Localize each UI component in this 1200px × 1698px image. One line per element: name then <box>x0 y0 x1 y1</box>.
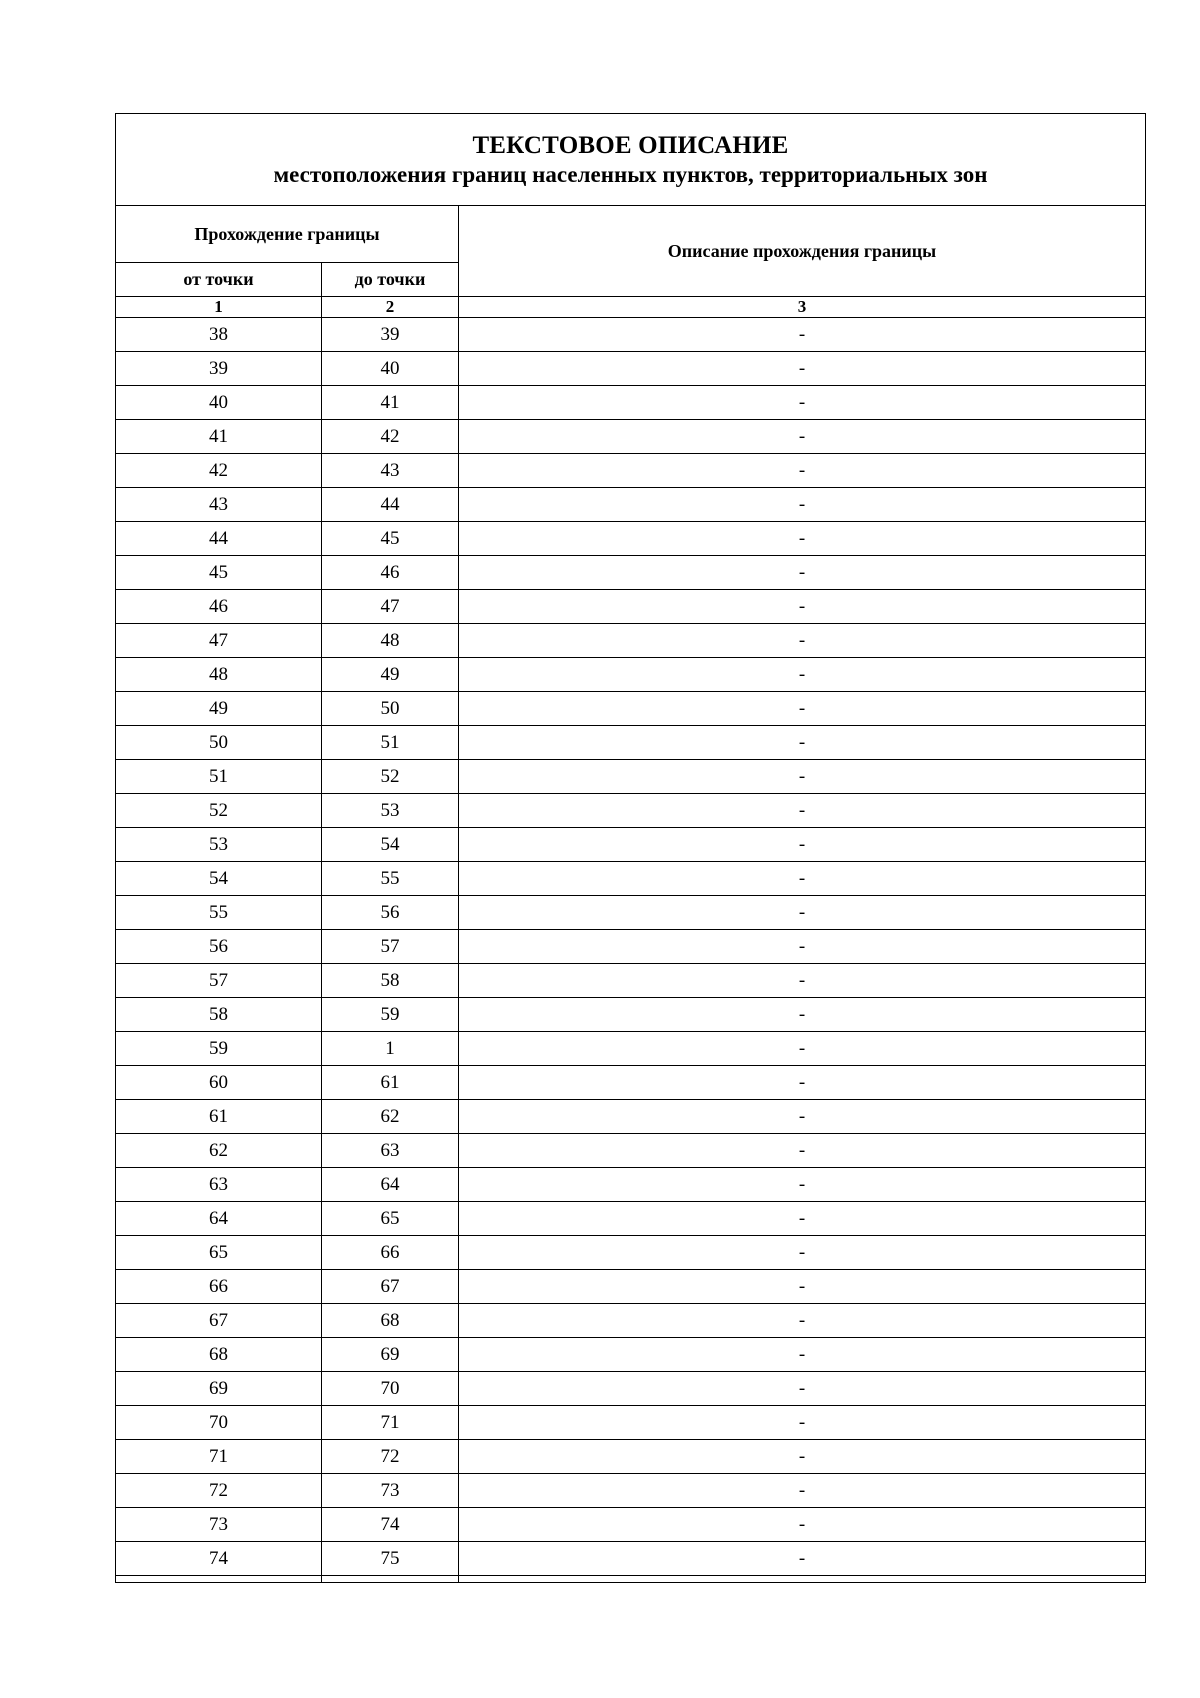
table-row <box>116 964 1146 998</box>
description-cell: - <box>459 1100 1146 1134</box>
table-row <box>116 590 1146 624</box>
to-point-cell: 42 <box>322 420 459 454</box>
from-point-cell: 53 <box>116 828 322 862</box>
to-point-cell: 53 <box>322 794 459 828</box>
group-header-boundary-passage: Прохождение границы <box>116 206 459 263</box>
table-row <box>116 624 1146 658</box>
from-point-cell: 41 <box>116 420 322 454</box>
to-point-cell: 55 <box>322 862 459 896</box>
column-number: 2 <box>322 297 459 318</box>
table-row <box>116 760 1146 794</box>
to-point-cell: 48 <box>322 624 459 658</box>
description-cell: - <box>459 862 1146 896</box>
description-cell: - <box>459 420 1146 454</box>
column-number: 3 <box>459 297 1146 318</box>
table-row <box>116 1100 1146 1134</box>
description-cell: - <box>459 760 1146 794</box>
from-point-cell: 61 <box>116 1100 322 1134</box>
to-point-cell: 69 <box>322 1338 459 1372</box>
from-point-cell: 58 <box>116 998 322 1032</box>
to-point-cell: 59 <box>322 998 459 1032</box>
description-cell: - <box>459 1542 1146 1576</box>
table-row <box>116 386 1146 420</box>
to-point-cell: 66 <box>322 1236 459 1270</box>
to-point-cell: 74 <box>322 1508 459 1542</box>
table-row <box>116 488 1146 522</box>
from-point-cell: 56 <box>116 930 322 964</box>
from-point-cell: 57 <box>116 964 322 998</box>
description-cell: - <box>459 1372 1146 1406</box>
table-row <box>116 1508 1146 1542</box>
description-cell: - <box>459 556 1146 590</box>
description-cell: - <box>459 318 1146 352</box>
to-point-cell: 73 <box>322 1474 459 1508</box>
table-row <box>116 1236 1146 1270</box>
from-point-cell: 69 <box>116 1372 322 1406</box>
table-row <box>116 1270 1146 1304</box>
table-row <box>116 828 1146 862</box>
column-header-description: Описание прохождения границы <box>459 206 1146 297</box>
from-point-cell: 38 <box>116 318 322 352</box>
description-cell: - <box>459 964 1146 998</box>
description-cell: - <box>459 1202 1146 1236</box>
description-cell: - <box>459 692 1146 726</box>
description-cell: - <box>459 1066 1146 1100</box>
from-point-cell: 73 <box>116 1508 322 1542</box>
column-number: 1 <box>116 297 322 318</box>
description-cell: - <box>459 896 1146 930</box>
table-tail-row <box>116 1576 1146 1583</box>
to-point-cell: 61 <box>322 1066 459 1100</box>
from-point-cell: 70 <box>116 1406 322 1440</box>
description-cell: - <box>459 624 1146 658</box>
description-cell: - <box>459 386 1146 420</box>
to-point-cell: 57 <box>322 930 459 964</box>
to-point-cell: 68 <box>322 1304 459 1338</box>
table-row <box>116 1406 1146 1440</box>
description-cell: - <box>459 726 1146 760</box>
to-point-cell: 47 <box>322 590 459 624</box>
description-cell: - <box>459 930 1146 964</box>
to-point-cell: 70 <box>322 1372 459 1406</box>
description-cell: - <box>459 1440 1146 1474</box>
from-point-cell: 63 <box>116 1168 322 1202</box>
from-point-cell: 60 <box>116 1066 322 1100</box>
description-cell: - <box>459 1032 1146 1066</box>
description-cell: - <box>459 352 1146 386</box>
table-row <box>116 896 1146 930</box>
description-cell: - <box>459 1508 1146 1542</box>
table-row <box>116 1168 1146 1202</box>
to-point-cell: 44 <box>322 488 459 522</box>
empty-cell <box>322 1576 459 1583</box>
table-row <box>116 1338 1146 1372</box>
to-point-cell: 62 <box>322 1100 459 1134</box>
from-point-cell: 55 <box>116 896 322 930</box>
table-row <box>116 1474 1146 1508</box>
table-row <box>116 1372 1146 1406</box>
table-row <box>116 1032 1146 1066</box>
table-body <box>116 318 1146 1583</box>
description-cell: - <box>459 1406 1146 1440</box>
column-header-to-point: до точки <box>322 263 459 297</box>
description-cell: - <box>459 1304 1146 1338</box>
to-point-cell: 54 <box>322 828 459 862</box>
from-point-cell: 71 <box>116 1440 322 1474</box>
to-point-cell: 67 <box>322 1270 459 1304</box>
from-point-cell: 45 <box>116 556 322 590</box>
table-row <box>116 726 1146 760</box>
to-point-cell: 50 <box>322 692 459 726</box>
from-point-cell: 72 <box>116 1474 322 1508</box>
table-row <box>116 1134 1146 1168</box>
to-point-cell: 49 <box>322 658 459 692</box>
table-row <box>116 862 1146 896</box>
from-point-cell: 65 <box>116 1236 322 1270</box>
description-cell: - <box>459 488 1146 522</box>
description-cell: - <box>459 1270 1146 1304</box>
from-point-cell: 74 <box>116 1542 322 1576</box>
description-cell: - <box>459 1134 1146 1168</box>
table-row <box>116 930 1146 964</box>
table-row <box>116 794 1146 828</box>
to-point-cell: 63 <box>322 1134 459 1168</box>
to-point-cell: 56 <box>322 896 459 930</box>
table-row <box>116 1440 1146 1474</box>
description-cell: - <box>459 590 1146 624</box>
to-point-cell: 65 <box>322 1202 459 1236</box>
from-point-cell: 43 <box>116 488 322 522</box>
to-point-cell: 41 <box>322 386 459 420</box>
description-cell: - <box>459 522 1146 556</box>
to-point-cell: 64 <box>322 1168 459 1202</box>
to-point-cell: 52 <box>322 760 459 794</box>
empty-cell <box>116 1576 322 1583</box>
from-point-cell: 68 <box>116 1338 322 1372</box>
from-point-cell: 44 <box>116 522 322 556</box>
from-point-cell: 42 <box>116 454 322 488</box>
from-point-cell: 52 <box>116 794 322 828</box>
from-point-cell: 39 <box>116 352 322 386</box>
table-row <box>116 556 1146 590</box>
description-cell: - <box>459 1236 1146 1270</box>
table-row <box>116 454 1146 488</box>
table-row <box>116 1542 1146 1576</box>
table-row <box>116 998 1146 1032</box>
to-point-cell: 71 <box>322 1406 459 1440</box>
table-row <box>116 658 1146 692</box>
description-cell: - <box>459 828 1146 862</box>
to-point-cell: 1 <box>322 1032 459 1066</box>
to-point-cell: 58 <box>322 964 459 998</box>
to-point-cell: 43 <box>322 454 459 488</box>
table-row <box>116 692 1146 726</box>
from-point-cell: 48 <box>116 658 322 692</box>
from-point-cell: 64 <box>116 1202 322 1236</box>
table-row <box>116 318 1146 352</box>
from-point-cell: 49 <box>116 692 322 726</box>
description-cell: - <box>459 1474 1146 1508</box>
title-cell <box>116 114 1146 206</box>
boundary-table <box>115 113 1146 1583</box>
description-cell: - <box>459 1338 1146 1372</box>
description-cell: - <box>459 794 1146 828</box>
to-point-cell: 75 <box>322 1542 459 1576</box>
to-point-cell: 39 <box>322 318 459 352</box>
from-point-cell: 40 <box>116 386 322 420</box>
from-point-cell: 50 <box>116 726 322 760</box>
table-row <box>116 352 1146 386</box>
table-row <box>116 1202 1146 1236</box>
from-point-cell: 62 <box>116 1134 322 1168</box>
to-point-cell: 45 <box>322 522 459 556</box>
description-cell: - <box>459 658 1146 692</box>
document-title: ТЕКСТОВОЕ ОПИСАНИЕ <box>472 131 789 159</box>
from-point-cell: 51 <box>116 760 322 794</box>
to-point-cell: 46 <box>322 556 459 590</box>
from-point-cell: 54 <box>116 862 322 896</box>
column-header-from-point: от точки <box>116 263 322 297</box>
from-point-cell: 67 <box>116 1304 322 1338</box>
from-point-cell: 59 <box>116 1032 322 1066</box>
empty-cell <box>459 1576 1146 1583</box>
to-point-cell: 72 <box>322 1440 459 1474</box>
table-row <box>116 1066 1146 1100</box>
table-row <box>116 1304 1146 1338</box>
table-row <box>116 420 1146 454</box>
description-cell: - <box>459 998 1146 1032</box>
description-cell: - <box>459 1168 1146 1202</box>
document-sheet <box>115 113 1145 1583</box>
from-point-cell: 47 <box>116 624 322 658</box>
to-point-cell: 40 <box>322 352 459 386</box>
from-point-cell: 46 <box>116 590 322 624</box>
document-subtitle: местоположения границ населенных пунктов, территориальных зон <box>273 161 988 187</box>
description-cell: - <box>459 454 1146 488</box>
column-numbers-row <box>116 297 1146 318</box>
table-row <box>116 522 1146 556</box>
to-point-cell: 51 <box>322 726 459 760</box>
from-point-cell: 66 <box>116 1270 322 1304</box>
